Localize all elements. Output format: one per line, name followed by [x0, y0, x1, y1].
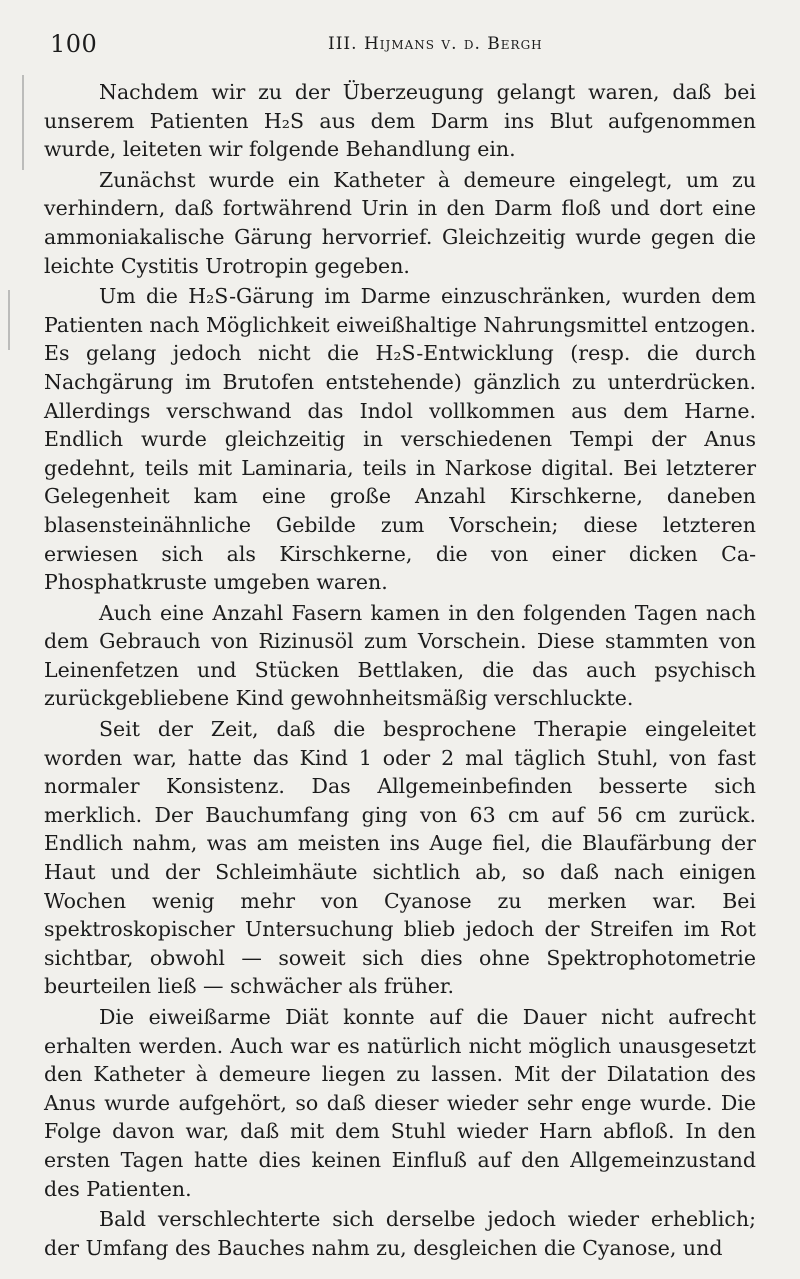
page-number: 100 [50, 30, 98, 58]
margin-pencil-mark [8, 290, 10, 350]
paragraph: Zunächst wurde ein Katheter à demeure eingelegt, um zu verhindern, daß fortwährend Urin in den Darm floß und dort eine ammoniakalische Gärung hervorrief. Gleichzeitig wurde gegen die leichte Cystitis Urotropin gegeben. [44, 167, 756, 278]
running-head: III. Hijmans v. d. Bergh [328, 34, 543, 54]
paragraph: Die eiweißarme Diät konnte auf die Dauer nicht aufrecht erhalten werden. Auch war es natürlich nicht möglich unausgesetzt den Katheter à demeure liegen zu lassen. Mit der Dilatation des Anus wurde aufgehört, so daß dieser wieder sehr enge wurde. Die Folge davon war, daß mit dem Stuhl wieder Harn abfloß. In den ersten Tagen hatte dies keinen Einfluß auf den Allgemeinzustand des Patienten. [44, 1005, 756, 1201]
paragraph: Nachdem wir zu der Überzeugung gelangt waren, daß bei unserem Patienten H₂S aus dem Darm ins Blut aufgenommen wurde, leiteten wir folgende Behandlung ein. [44, 80, 756, 162]
page-body [44, 78, 756, 1264]
paragraph: Bald verschlechterte sich derselbe jedoch wieder erheblich; der Umfang des Bauches nahm zu, desgleichen die Cyanose, und [44, 1207, 756, 1260]
paragraph: Seit der Zeit, daß die besprochene Therapie eingeleitet worden war, hatte das Kind 1 oder 2 mal täglich Stuhl, von fast normaler Konsistenz. Das Allgemeinbefinden besserte sich merklich. Der Bauchumfang ging von 63 cm auf 56 cm zurück. Endlich nahm, was am meisten ins Auge fiel, die Blaufärbung der Haut und der Schleimhäute sichtlich ab, so daß nach einigen Wochen wenig mehr von Cyanose zu merken war. Bei spektroskopischer Untersuchung blieb jedoch der Streifen im Rot sichtbar, obwohl — soweit sich dies ohne Spektrophotometrie beurteilen ließ — schwächer als früher. [44, 717, 756, 999]
paragraph: Auch eine Anzahl Fasern kamen in den folgenden Tagen nach dem Gebrauch von Rizinusöl zum Vorschein. Diese stammten von Leinenfetzen und Stücken Bettlaken, die das auch psychisch zurückgebliebene Kind gewohnheitsmäßig verschluckte. [44, 600, 756, 711]
paragraph: Um die H₂S-Gärung im Darme einzuschränken, wurden dem Patienten nach Möglichkeit eiweißhaltige Nahrungsmittel entzogen. Es gelang jedoch nicht die H₂S-Entwicklung (resp. die durch Nachgärung im Brutofen entstehende) gänzlich zu unterdrücken. Allerdings verschwand das Indol vollkommen aus dem Harne. Endlich wurde gleichzeitig in verschiedenen Tempi der Anus gedehnt, teils mit Laminaria, teils in Narkose digital. Bei letzterer Gelegenheit kam eine große Anzahl Kirschkerne, daneben blasensteinähnliche Gebilde zum Vorschein; diese letzteren erwiesen sich als Kirschkerne, die von einer dicken Ca-Phosphatkruste umgeben waren. [44, 284, 756, 595]
margin-pencil-mark [22, 75, 24, 170]
page-header [40, 30, 760, 62]
